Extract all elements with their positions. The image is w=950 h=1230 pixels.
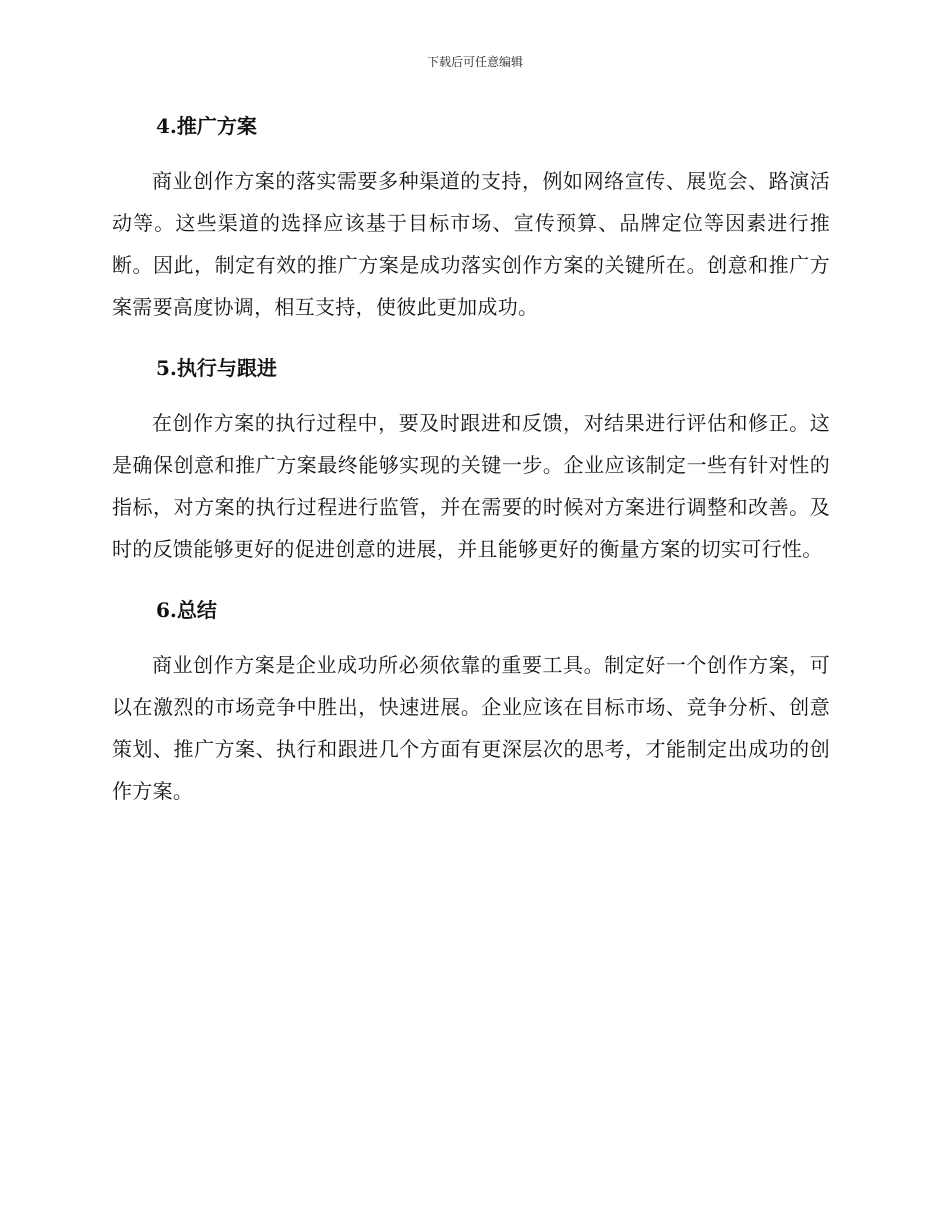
section-heading: 4.推广方案 xyxy=(156,114,257,138)
section-execution-follow-up xyxy=(112,352,830,570)
section-heading: 6.总结 xyxy=(156,598,217,622)
document-body xyxy=(112,110,830,836)
page-header: 下载后可任意编辑 xyxy=(426,55,523,69)
section-heading: 5.执行与跟进 xyxy=(156,356,277,380)
section-paragraph: 在创作方案的执行过程中，要及时跟进和反馈，对结果进行评估和修正。这是确保创意和推广方案最终能够实现的关键一步。企业应该制定一些有针对性的指标，对方案的执行过程进行监管，并在需要的时候对方案进行调整和改善。及时的反馈能够更好的促进创意的进展，并且能够更好的衡量方案的切实可行性。 xyxy=(112,411,830,561)
section-paragraph: 商业创作方案是企业成功所必须依靠的重要工具。制定好一个创作方案，可以在激烈的市场竞争中胜出，快速进展。企业应该在目标市场、竞争分析、创意策划、推广方案、执行和跟进几个方面有更深层次的思考，才能制定出成功的创作方案。 xyxy=(112,653,830,803)
section-promotion-plan xyxy=(112,110,830,328)
section-paragraph: 商业创作方案的落实需要多种渠道的支持，例如网络宣传、展览会、路演活动等。这些渠道的选择应该基于目标市场、宣传预算、品牌定位等因素进行推断。因此，制定有效的推广方案是成功落实创作方案的关键所在。创意和推广方案需要高度协调，相互支持，使彼此更加成功。 xyxy=(112,169,830,319)
section-summary xyxy=(112,594,830,812)
